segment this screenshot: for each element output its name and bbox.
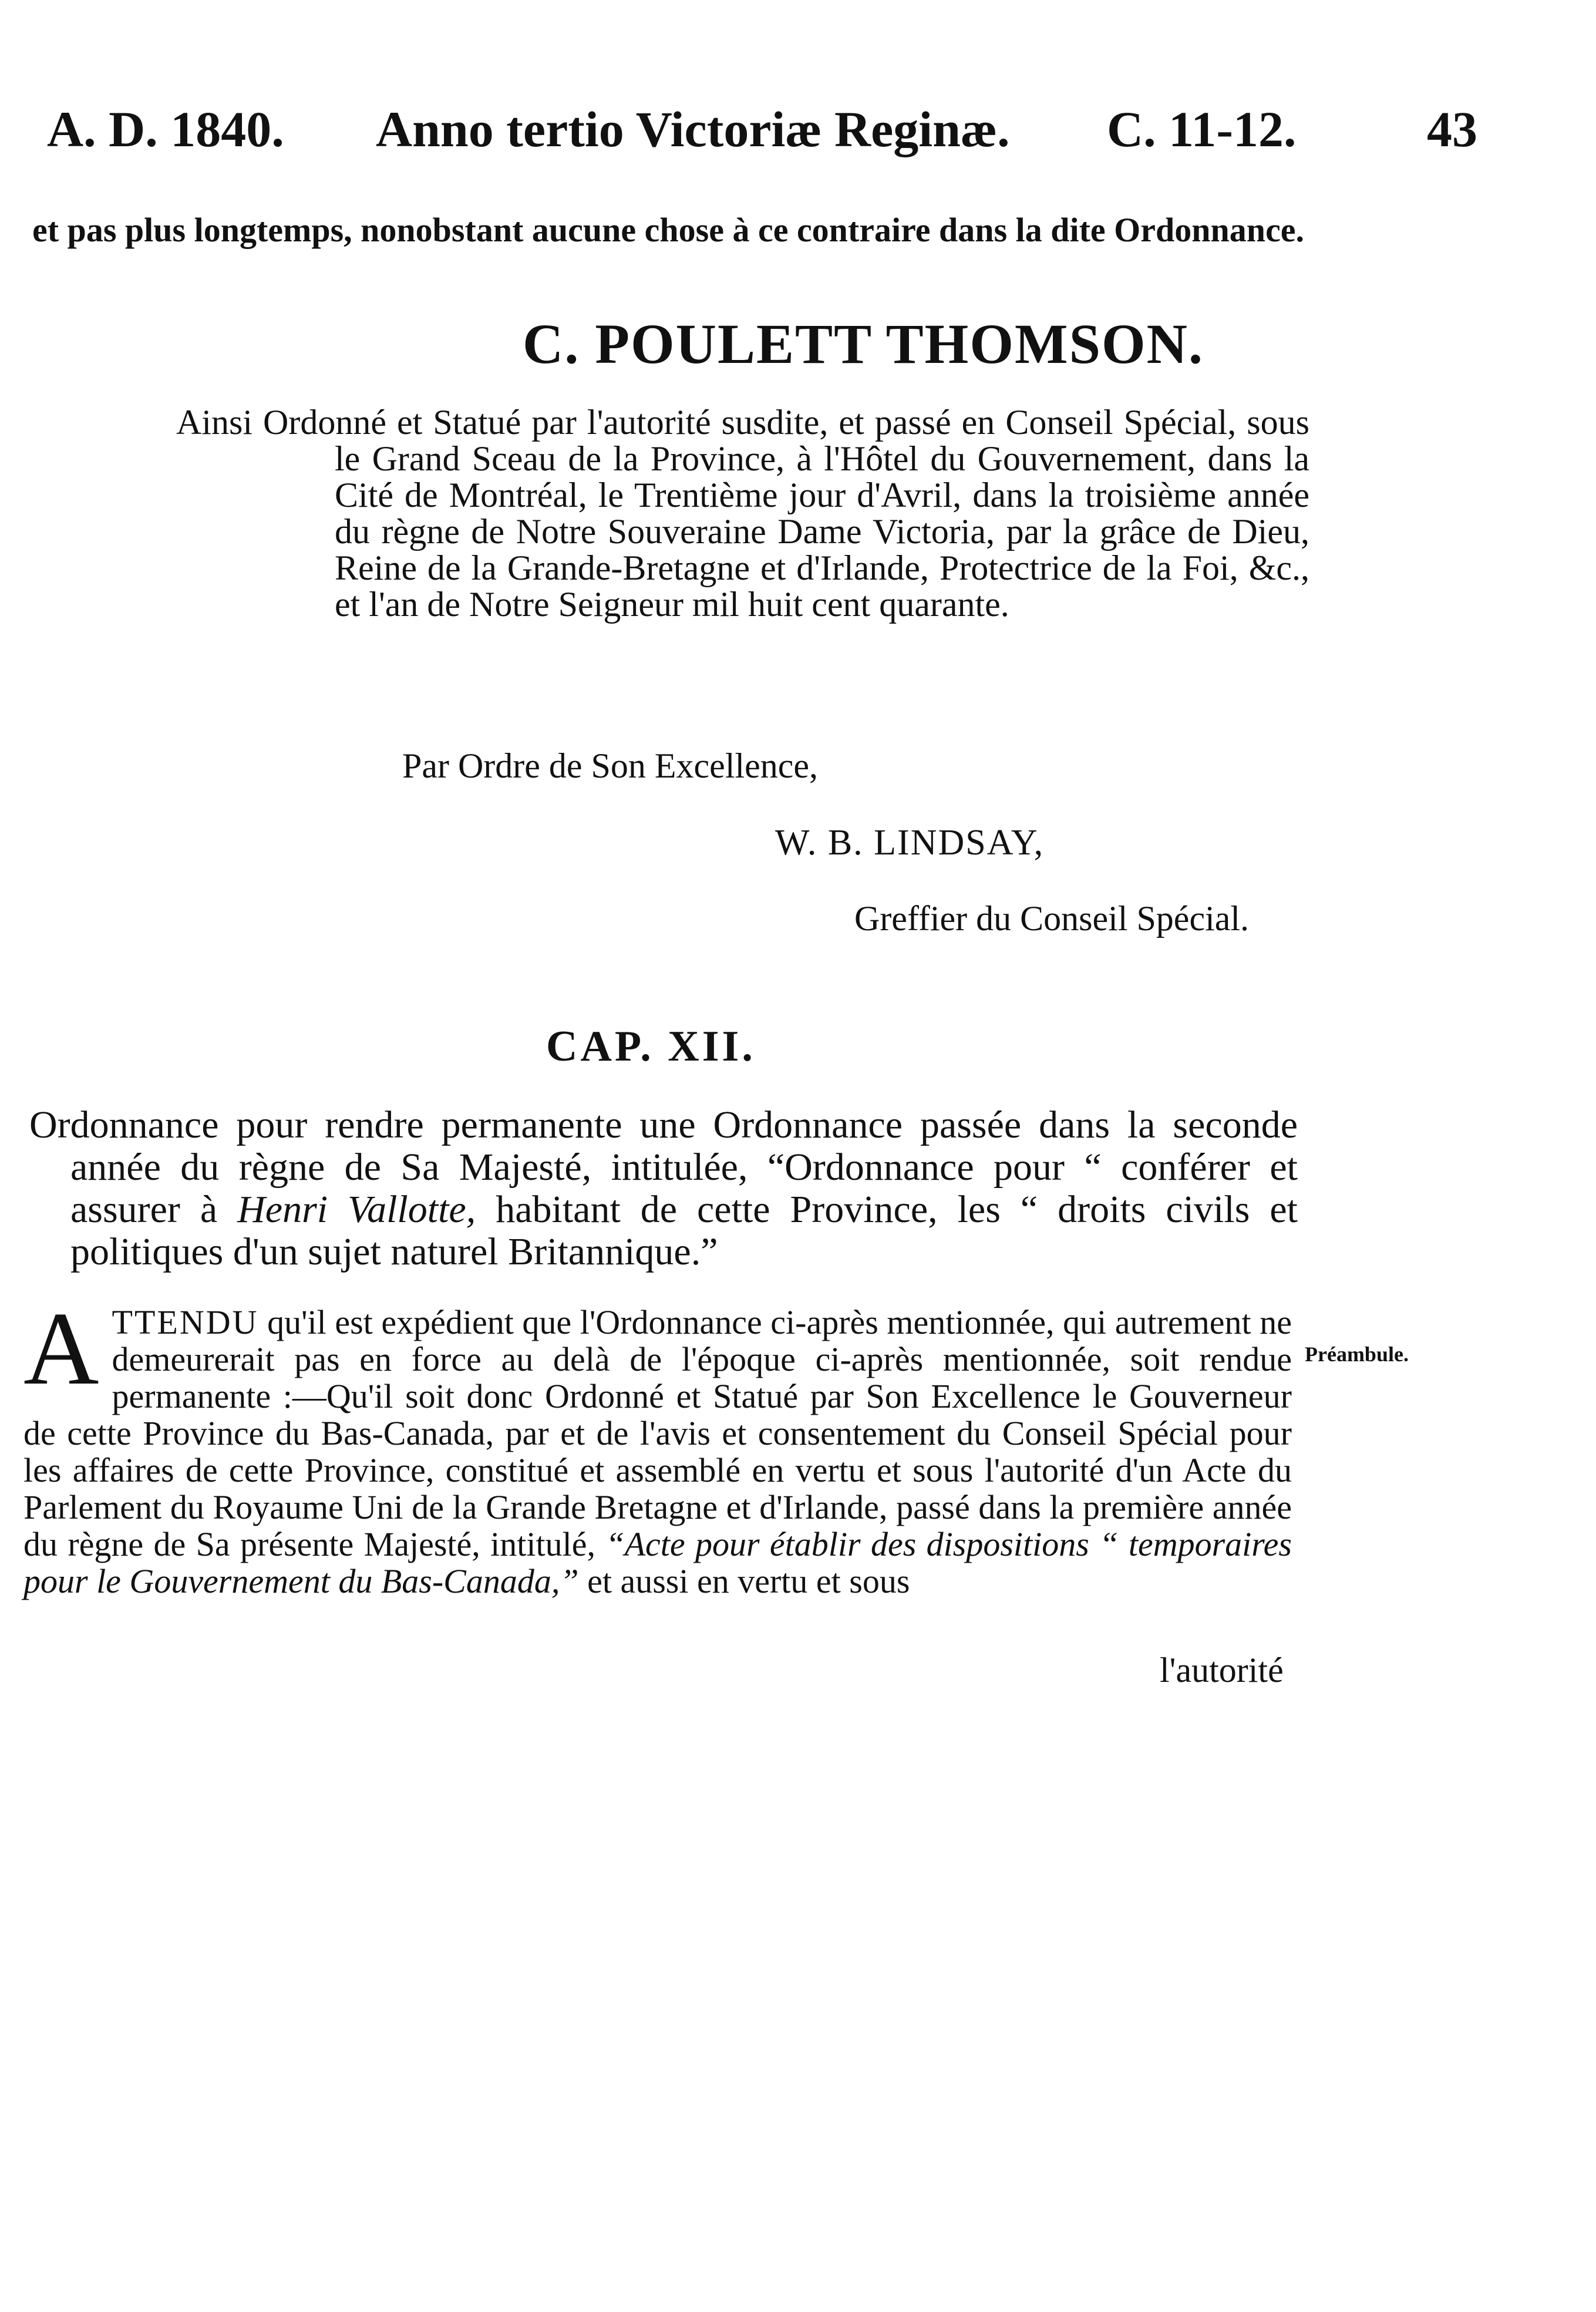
ordinance-title-text (29, 1104, 1298, 1273)
enactment-clause (176, 404, 1309, 622)
ordinance-title-part2: habitant de cette Province, les “ droits civils et politiques d'un sujet naturel Britannique.” (70, 1188, 1298, 1273)
catchword: l'autorité (1160, 1651, 1284, 1690)
page-number: 43 (1427, 101, 1477, 157)
drop-cap: A (23, 1290, 99, 1406)
enactment-clause-text: Ainsi Ordonné et Statué par l'autorité susdite, et passé en Conseil Spécial, sous le Grand Sceau de la Province, à l'Hôtel du Gouvernement, dans la Cité de Montréal, le Trentième jour d'Avril, dans la troisième année du règne de Notre Souveraine Dame Victoria, par la grâce de Dieu, Reine de la Grande-Bretagne et d'Irlande, Protectrice de la Foi, &c., et l'an de Notre Seigneur mil huit cent quarante. (176, 403, 1309, 624)
header-chapters: C. 11-12. (1107, 101, 1297, 157)
header-title: Anno tertio Victoriæ Reginæ. (376, 101, 1010, 157)
order-line: Par Ordre de Son Excellence, (402, 746, 819, 785)
chapter-heading: CAP. XII. (546, 1022, 756, 1071)
header-year: A. D. 1840. (47, 101, 284, 157)
signer-name: C. POULETT THOMSON. (523, 312, 1204, 375)
preamble-text-1: qu'il est expédient que l'Ordonnance ci-après mentionnée, qui autrement ne demeurerait pas en force au delà de l'époque ci-après mentionnée, soit rendue permanente :—Qu'il soit donc Ordonné et Statué par Son Excellence le Gouverneur de cette Province du Bas-Canada, par et de l'avis et consentement du Conseil Spécial pour les affaires de cette Province, constitué et assemblé en vertu et sous l'autorité d'un Acte du Parlement du Royaume Uni de la Grande Bretagne et d'Irlande, passé dans la première année du règne de Sa présente Majesté, intitulé, (23, 1303, 1292, 1563)
act-title: “Acte pour établir des dispositions “ temporaires pour le Gouvernement du Bas-Canada,” (23, 1525, 1292, 1600)
continuation-text: et pas plus longtemps, nonobstant aucune chose à ce contraire dans la dite Ordonnance. (32, 211, 1305, 249)
ordinance-title (29, 1104, 1298, 1273)
clerk-title: Greffier du Conseil Spécial. (854, 899, 1250, 938)
lead-word: TTENDU (112, 1303, 259, 1341)
running-header (47, 100, 1515, 176)
preamble-paragraph (23, 1290, 1292, 1600)
clerk-name: W. B. LINDSAY, (775, 823, 1045, 863)
margin-note: Préambule. (1305, 1342, 1409, 1366)
ordinance-title-name: Henri Vallotte, (237, 1188, 476, 1231)
preamble-text-2: et aussi en vertu et sous (578, 1562, 910, 1600)
ordinance-title-part1: Ordonnance pour rendre permanente une Ordonnance passée dans la seconde année du règne de Sa Majesté, intitulée, “Ordonnance pour “ conférer et assurer à (29, 1103, 1298, 1231)
